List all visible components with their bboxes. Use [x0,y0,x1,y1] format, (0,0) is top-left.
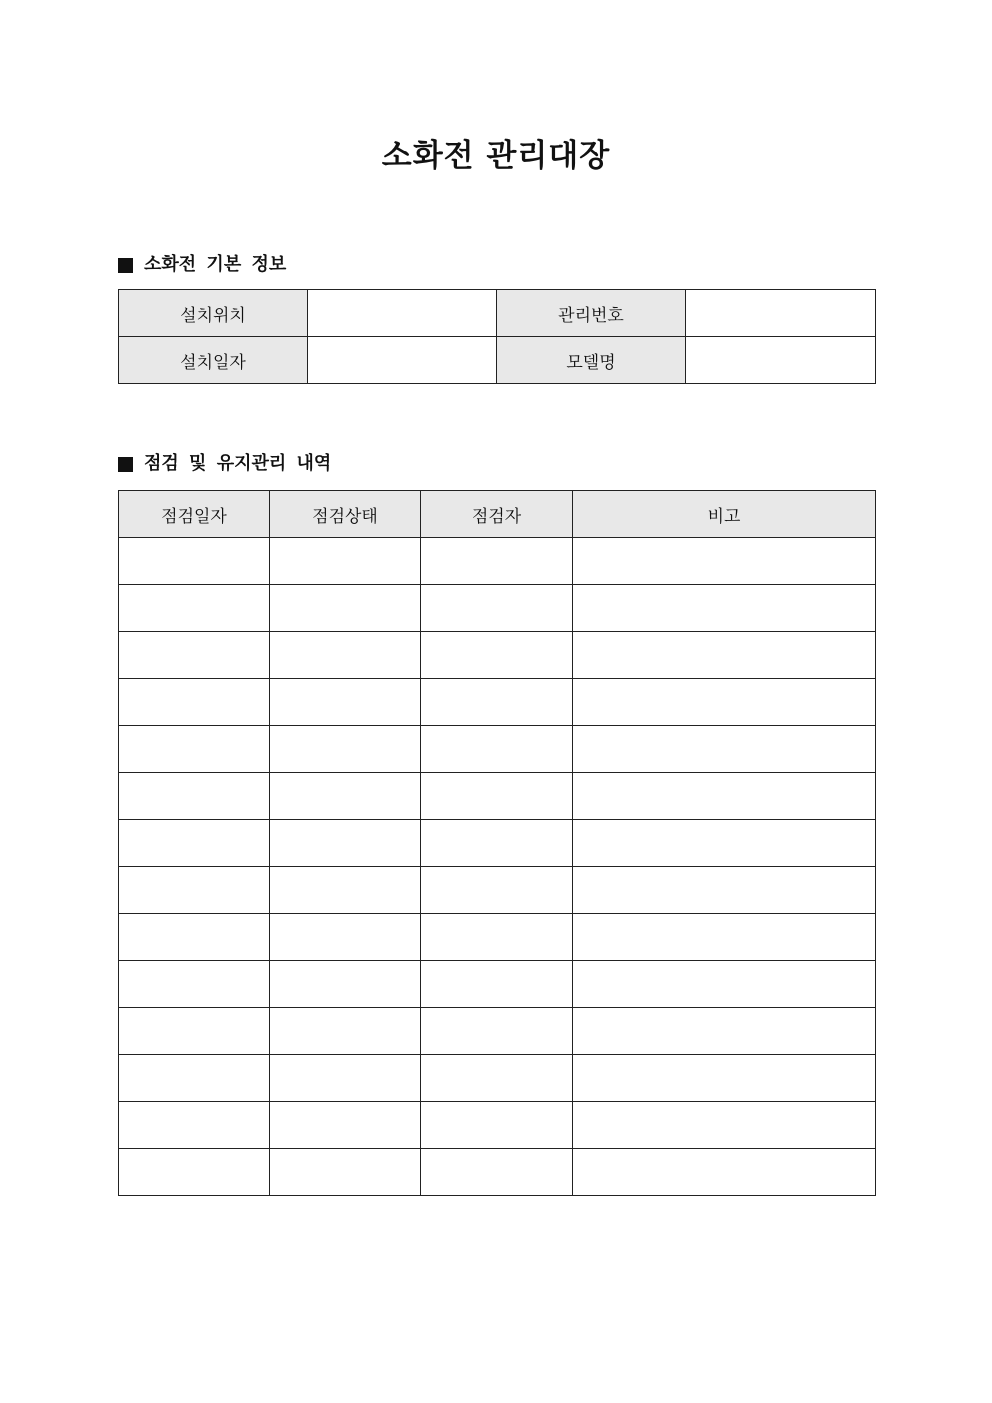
inspection-date-cell[interactable] [119,820,270,867]
inspection-status-cell[interactable] [270,632,421,679]
install-location-label: 설치위치 [119,290,308,337]
inspection-date-cell[interactable] [119,538,270,585]
inspector-cell[interactable] [421,726,573,773]
inspection-date-cell[interactable] [119,867,270,914]
inspector-cell[interactable] [421,773,573,820]
inspector-cell[interactable] [421,1008,573,1055]
column-header-inspection-status: 점검상태 [270,491,421,538]
inspection-date-cell[interactable] [119,1055,270,1102]
inspection-date-cell[interactable] [119,726,270,773]
inspection-status-cell[interactable] [270,585,421,632]
remarks-cell[interactable] [573,914,876,961]
remarks-cell[interactable] [573,585,876,632]
table-row [119,585,876,632]
model-name-label: 모델명 [497,337,686,384]
remarks-cell[interactable] [573,726,876,773]
column-header-inspector: 점검자 [421,491,573,538]
remarks-cell[interactable] [573,820,876,867]
inspection-date-cell[interactable] [119,585,270,632]
inspection-status-cell[interactable] [270,1008,421,1055]
remarks-cell[interactable] [573,773,876,820]
inspection-date-cell[interactable] [119,914,270,961]
install-date-label: 설치일자 [119,337,308,384]
column-header-inspection-date: 점검일자 [119,491,270,538]
table-row [119,337,876,384]
remarks-cell[interactable] [573,1102,876,1149]
inspection-status-cell[interactable] [270,820,421,867]
remarks-cell[interactable] [573,1008,876,1055]
inspection-date-cell[interactable] [119,1149,270,1196]
model-name-value[interactable] [686,337,876,384]
inspector-cell[interactable] [421,914,573,961]
table-row [119,726,876,773]
inspection-status-cell[interactable] [270,1102,421,1149]
square-bullet-icon [118,457,133,472]
table-row [119,914,876,961]
inspector-cell[interactable] [421,867,573,914]
column-header-remarks: 비고 [573,491,876,538]
table-row [119,1102,876,1149]
inspection-status-cell[interactable] [270,538,421,585]
table-row [119,820,876,867]
inspection-status-cell[interactable] [270,773,421,820]
inspection-status-cell[interactable] [270,914,421,961]
inspection-date-cell[interactable] [119,1008,270,1055]
inspector-cell[interactable] [421,585,573,632]
page-title: 소화전 관리대장 [381,138,611,174]
inspector-cell[interactable] [421,1102,573,1149]
inspection-status-cell[interactable] [270,867,421,914]
table-row [119,1149,876,1196]
section-heading-text: 소화전 기본 정보 [144,254,287,275]
remarks-cell[interactable] [573,538,876,585]
install-location-value[interactable] [308,290,497,337]
install-date-value[interactable] [308,337,497,384]
inspector-cell[interactable] [421,1149,573,1196]
table-row [119,867,876,914]
inspection-log-body [119,538,876,1196]
inspection-date-cell[interactable] [119,632,270,679]
remarks-cell[interactable] [573,961,876,1008]
inspection-log-table [118,490,876,1196]
table-row [119,1008,876,1055]
table-row [119,290,876,337]
basic-info-table [118,289,876,384]
inspection-date-cell[interactable] [119,961,270,1008]
inspector-cell[interactable] [421,1055,573,1102]
inspector-cell[interactable] [421,538,573,585]
inspection-date-cell[interactable] [119,773,270,820]
table-row [119,773,876,820]
table-row [119,679,876,726]
remarks-cell[interactable] [573,1149,876,1196]
section-heading-text: 점검 및 유지관리 내역 [144,453,332,474]
section-heading-basic-info [118,253,286,277]
table-row [119,961,876,1008]
inspection-date-cell[interactable] [119,1102,270,1149]
section-heading-inspection-log [118,452,331,476]
management-number-value[interactable] [686,290,876,337]
remarks-cell[interactable] [573,1055,876,1102]
inspection-status-cell[interactable] [270,961,421,1008]
square-bullet-icon [118,258,133,273]
inspection-status-cell[interactable] [270,1149,421,1196]
inspection-status-cell[interactable] [270,679,421,726]
table-row [119,632,876,679]
inspector-cell[interactable] [421,961,573,1008]
table-row [119,1055,876,1102]
inspector-cell[interactable] [421,632,573,679]
inspection-status-cell[interactable] [270,726,421,773]
table-row [119,538,876,585]
inspector-cell[interactable] [421,679,573,726]
remarks-cell[interactable] [573,679,876,726]
remarks-cell[interactable] [573,632,876,679]
remarks-cell[interactable] [573,867,876,914]
inspection-date-cell[interactable] [119,679,270,726]
management-number-label: 관리번호 [497,290,686,337]
inspection-status-cell[interactable] [270,1055,421,1102]
table-header-row [119,491,876,538]
inspector-cell[interactable] [421,820,573,867]
